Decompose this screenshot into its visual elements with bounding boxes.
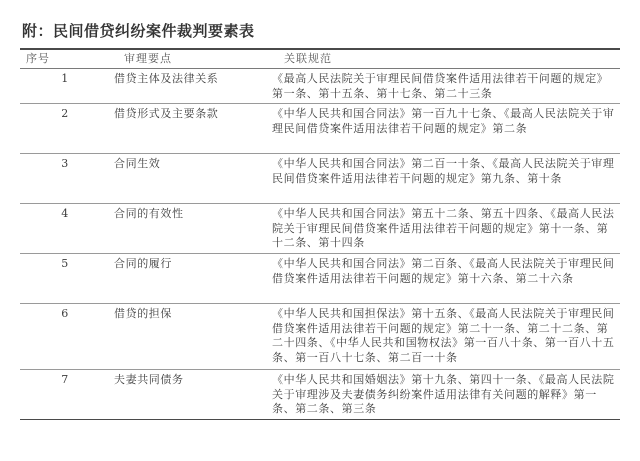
row-index: 3: [20, 154, 110, 204]
table-row: [20, 304, 620, 370]
header-rules: 关联规范: [268, 49, 620, 69]
table-row: [20, 254, 620, 304]
row-element: 合同的有效性: [110, 204, 268, 254]
row-rules: 《最高人民法院关于审理民间借贷案件适用法律若干问题的规定》第一条、第十五条、第十七条、第二十三条: [268, 69, 620, 104]
row-element: 借贷的担保: [110, 304, 268, 370]
row-index: 7: [20, 370, 110, 420]
row-rules: 《中华人民共和国合同法》第二百一十条、《最高人民法院关于审理民间借贷案件适用法律若干问题的规定》第九条、第十条: [268, 154, 620, 204]
document-title: 附：民间借贷纠纷案件裁判要素表: [22, 22, 255, 40]
table-header-row: [20, 49, 620, 69]
row-index: 4: [20, 204, 110, 254]
table-row: [20, 154, 620, 204]
row-element: 夫妻共同债务: [110, 370, 268, 420]
row-element: 合同生效: [110, 154, 268, 204]
row-element: 借贷形式及主要条款: [110, 104, 268, 154]
row-element: 合同的履行: [110, 254, 268, 304]
row-rules: 《中华人民共和国合同法》第二百条、《最高人民法院关于审理民间借贷案件适用法律若干问题的规定》第十六条、第二十六条: [268, 254, 620, 304]
row-rules: 《中华人民共和国担保法》第十五条、《最高人民法院关于审理民间借贷案件适用法律若干问题的规定》第二十一条、第二十二条、第二十四条、《中华人民共和国物权法》第一百八十条、第一百八十五条、第一百八十七条、第二百一十条: [268, 304, 620, 370]
row-rules: 《中华人民共和国合同法》第五十二条、第五十四条、《最高人民法院关于审理民间借贷案件适用法律若干问题的规定》第十一条、第十二条、第十四条: [268, 204, 620, 254]
header-element: 审理要点: [110, 49, 268, 69]
judgment-elements-table: [20, 48, 620, 420]
row-rules: 《中华人民共和国婚姻法》第十九条、第四十一条、《最高人民法院关于审理涉及夫妻债务纠纷案件适用法律有关问题的解释》第一条、第二条、第三条: [268, 370, 620, 420]
row-element: 借贷主体及法律关系: [110, 69, 268, 104]
row-index: 1: [20, 69, 110, 104]
table-row: [20, 370, 620, 420]
row-rules: 《中华人民共和国合同法》第一百九十七条、《最高人民法院关于审理民间借贷案件适用法律若干问题的规定》第二条: [268, 104, 620, 154]
table-row: [20, 69, 620, 104]
header-index: 序号: [20, 49, 110, 69]
row-index: 2: [20, 104, 110, 154]
table-row: [20, 104, 620, 154]
row-index: 6: [20, 304, 110, 370]
row-index: 5: [20, 254, 110, 304]
table-row: [20, 204, 620, 254]
